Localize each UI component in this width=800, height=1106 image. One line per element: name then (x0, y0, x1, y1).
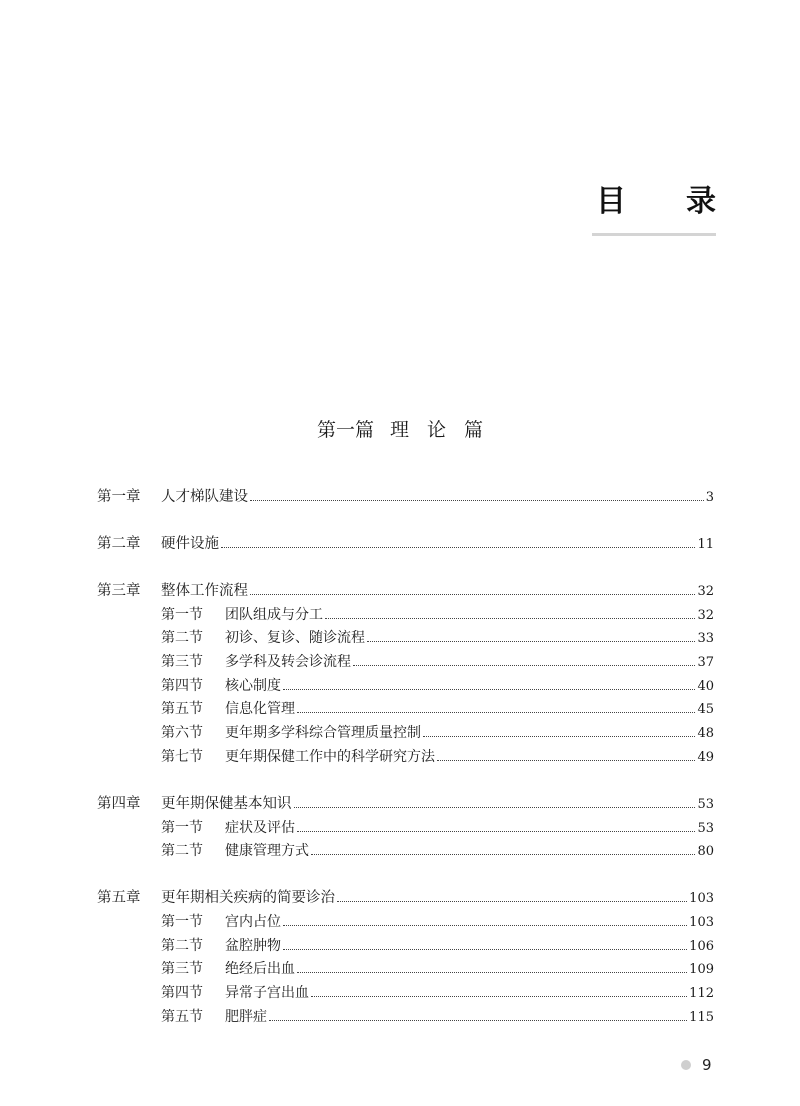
toc-number: 第七节 (161, 749, 203, 765)
dot-leader (297, 830, 695, 832)
dot-leader (283, 924, 687, 926)
dot-leader (311, 853, 695, 855)
part-title (0, 417, 800, 443)
toc-number: 第四章 (97, 796, 141, 812)
toc-number: 第五节 (161, 701, 203, 717)
toc-number: 第二章 (97, 536, 141, 552)
dot-leader (294, 806, 696, 808)
toc-label: 多学科及转会诊流程 (225, 654, 351, 670)
toc-label: 更年期保健工作中的科学研究方法 (225, 749, 435, 765)
toc-section[interactable] (161, 911, 714, 933)
toc-number: 第一节 (161, 820, 203, 836)
toc-number: 第三章 (97, 583, 141, 599)
toc-section[interactable] (161, 1006, 714, 1028)
dot-leader (297, 711, 695, 713)
toc-page: 48 (697, 726, 714, 741)
toc-heading-char-2: 录 (686, 184, 716, 219)
toc-number: 第二节 (161, 938, 203, 954)
toc-page: 3 (705, 490, 714, 505)
toc-label: 信息化管理 (225, 701, 295, 717)
toc-page: 106 (689, 939, 714, 954)
toc-label: 初诊、复诊、随诊流程 (225, 630, 365, 646)
dot-leader (221, 546, 695, 548)
dot-leader (353, 664, 695, 666)
toc-page: 103 (689, 915, 714, 930)
toc-page: 112 (689, 986, 714, 1001)
toc-page: 53 (697, 821, 714, 836)
toc-page: 109 (689, 962, 714, 977)
toc-page: 33 (697, 631, 714, 646)
toc-number: 第一章 (97, 489, 141, 505)
toc-page: 45 (697, 702, 714, 717)
part-title-word-3: 论 (427, 419, 447, 441)
toc-number: 第一节 (161, 607, 203, 623)
heading-underline (592, 233, 716, 236)
toc-section[interactable] (161, 982, 714, 1004)
toc-number: 第五节 (161, 1009, 203, 1025)
dot-leader (250, 593, 695, 595)
dot-leader (311, 995, 687, 997)
toc-number: 第五章 (97, 890, 141, 906)
dot-leader (250, 499, 704, 501)
part-title-word-2: 理 (389, 419, 409, 441)
toc-page: 49 (697, 750, 714, 765)
toc-chapter-5[interactable] (97, 887, 714, 909)
toc-number: 第三节 (161, 654, 203, 670)
dot-leader (367, 640, 695, 642)
dot-leader (423, 735, 695, 737)
toc-page: 40 (697, 679, 714, 694)
toc-number: 第二节 (161, 630, 203, 646)
part-title-word-1: 第一篇 (316, 419, 374, 441)
toc-number: 第三节 (161, 961, 203, 977)
part-title-word-4: 篇 (464, 419, 484, 441)
toc-label: 更年期相关疾病的简要诊治 (161, 890, 335, 906)
toc-page: 11 (697, 537, 714, 552)
toc-label: 健康管理方式 (225, 843, 309, 859)
toc-label: 更年期保健基本知识 (161, 796, 292, 812)
toc-page: 32 (697, 608, 714, 623)
toc-page: 32 (697, 584, 714, 599)
toc-label: 人才梯队建设 (161, 489, 248, 505)
dot-leader (337, 900, 687, 902)
toc-page: 37 (697, 655, 714, 670)
toc-section[interactable] (161, 698, 714, 720)
dot-leader (283, 688, 695, 690)
toc-label: 核心制度 (225, 678, 281, 694)
toc-page: 80 (697, 844, 714, 859)
toc-number: 第二节 (161, 843, 203, 859)
toc-chapter-3[interactable] (97, 580, 714, 602)
toc-heading (592, 182, 716, 222)
dot-leader (297, 971, 687, 973)
toc-label: 团队组成与分工 (225, 607, 323, 623)
dot-leader (283, 948, 687, 950)
toc-number: 第一节 (161, 914, 203, 930)
toc-label: 整体工作流程 (161, 583, 248, 599)
toc-number: 第六节 (161, 725, 203, 741)
dot-leader (269, 1019, 687, 1021)
toc-chapter-1[interactable] (97, 486, 714, 508)
toc-label: 盆腔肿物 (225, 938, 281, 954)
toc-label: 肥胖症 (225, 1009, 267, 1025)
toc-section[interactable] (161, 675, 714, 697)
toc-section[interactable] (161, 722, 714, 744)
toc-label: 异常子宫出血 (225, 985, 309, 1001)
toc-label: 宫内占位 (225, 914, 281, 930)
toc-page: 115 (689, 1010, 714, 1025)
toc-page: 103 (689, 891, 714, 906)
toc-label: 更年期多学科综合管理质量控制 (225, 725, 421, 741)
toc-chapter-2[interactable] (97, 533, 714, 555)
toc-section[interactable] (161, 651, 714, 673)
toc-number: 第四节 (161, 985, 203, 1001)
toc-section[interactable] (161, 746, 714, 768)
footer-dot (681, 1060, 691, 1070)
toc-label: 症状及评估 (225, 820, 295, 836)
toc-section[interactable] (161, 840, 714, 862)
page-number: 9 (702, 1056, 712, 1074)
toc-number: 第四节 (161, 678, 203, 694)
toc-section[interactable] (161, 604, 714, 626)
toc-section[interactable] (161, 958, 714, 980)
toc-heading-char-1: 目 (596, 184, 626, 219)
toc-page: 53 (697, 797, 714, 812)
toc-section[interactable] (161, 627, 714, 649)
toc-chapter-4[interactable] (97, 793, 714, 815)
toc-section[interactable] (161, 817, 714, 839)
dot-leader (437, 759, 695, 761)
toc-section[interactable] (161, 935, 714, 957)
dot-leader (325, 617, 695, 619)
toc-label: 绝经后出血 (225, 961, 295, 977)
toc-label: 硬件设施 (161, 536, 219, 552)
